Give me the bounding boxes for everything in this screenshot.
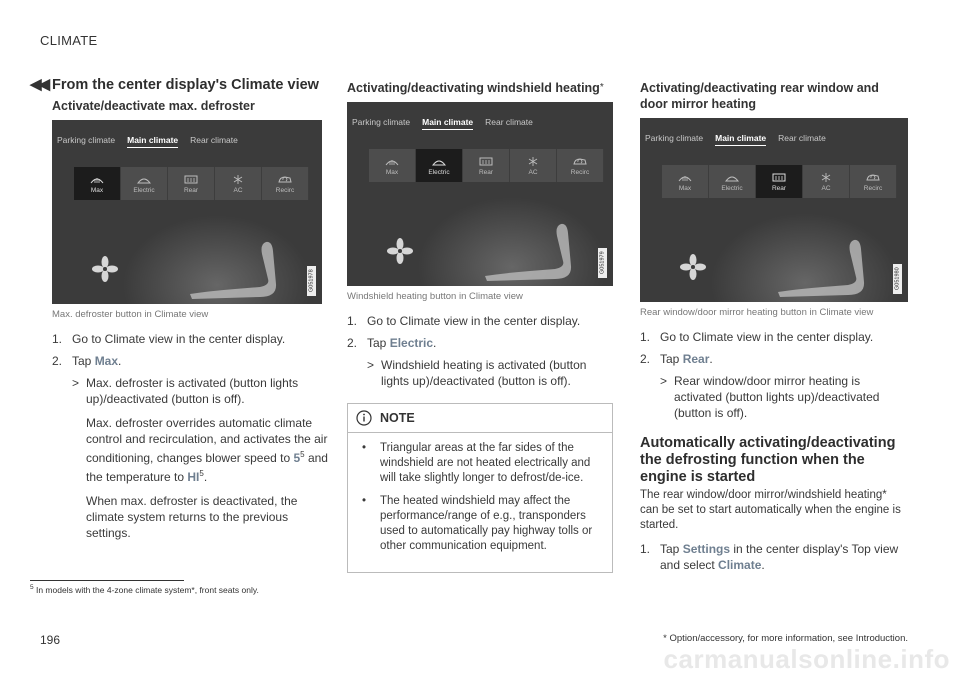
note-item: • The heated windshield may affect the performance/range of e.g., transponders used to automatically pay highway tolls or other communication equipment. bbox=[358, 494, 602, 554]
subsection-title: Activating/deactivating windshield heating* bbox=[347, 81, 604, 95]
recirc-icon bbox=[572, 156, 588, 167]
rear-icon bbox=[478, 156, 494, 167]
page-number: 196 bbox=[40, 633, 61, 647]
electric-button[interactable] bbox=[121, 167, 168, 200]
seat-icon bbox=[475, 221, 575, 281]
ac-button[interactable] bbox=[510, 149, 557, 182]
note-box bbox=[347, 403, 613, 573]
tab-parking-climate[interactable]: Parking climate bbox=[57, 135, 116, 145]
step-text: Go to Climate view in the center display. bbox=[660, 330, 874, 344]
result-text: Rear window/door mirror heating is activated (button lights up)/deactivated (button is off). bbox=[674, 374, 880, 420]
recirc-button[interactable] bbox=[557, 149, 604, 182]
step-number: 1. bbox=[640, 330, 651, 344]
rear-icon bbox=[183, 174, 199, 185]
ac-icon bbox=[230, 174, 246, 185]
speed-value: 5 bbox=[293, 451, 301, 465]
figure-caption: Windshield heating button in Climate view bbox=[347, 291, 523, 302]
result-marker: > bbox=[660, 374, 668, 388]
electric-icon bbox=[431, 156, 447, 167]
max-button[interactable] bbox=[74, 167, 121, 200]
ac-icon bbox=[525, 156, 541, 167]
step-result bbox=[52, 375, 330, 541]
footnote-rule bbox=[30, 580, 184, 581]
max-button[interactable] bbox=[662, 165, 709, 198]
climate-button-row bbox=[662, 165, 897, 198]
button-label: Recirc bbox=[275, 186, 295, 194]
note-title: NOTE bbox=[380, 411, 415, 425]
max-button[interactable] bbox=[369, 149, 416, 182]
electric-icon bbox=[724, 172, 740, 183]
seat-icon bbox=[180, 239, 280, 299]
max-icon bbox=[89, 174, 105, 185]
step-prefix: Tap bbox=[72, 354, 95, 368]
step-number: 2. bbox=[52, 354, 63, 368]
climate-screenshot bbox=[347, 102, 613, 286]
result-note: When max. defroster is deactivated, the climate system returns to the previous settings. bbox=[86, 494, 298, 540]
tab-rear-climate[interactable]: Rear climate bbox=[778, 133, 826, 143]
button-label: Max bbox=[678, 184, 692, 192]
button-label: Max bbox=[385, 168, 399, 176]
instruction-steps bbox=[347, 313, 613, 389]
footnote-ref: 5 bbox=[199, 469, 204, 478]
note-item: • Triangular areas at the far sides of the windshield are not heated electrically and will take slightly longer to defrost/de-ice. bbox=[358, 441, 602, 486]
ui-label-climate: Climate bbox=[718, 558, 762, 572]
footnote: $^5$ In models with the 4-zone climate system*, front seats only. bbox=[30, 584, 259, 595]
rear-button[interactable] bbox=[756, 165, 803, 198]
tab-parking-climate[interactable]: Parking climate bbox=[352, 117, 411, 127]
ui-label-electric: Electric bbox=[389, 336, 434, 350]
climate-tabs bbox=[645, 133, 826, 146]
back-chevron-icon[interactable]: ◀◀ bbox=[30, 76, 48, 93]
button-label: Rear bbox=[478, 168, 494, 176]
figure-caption: Rear window/door mirror heating button in Climate view bbox=[640, 307, 874, 318]
figure-code: G051980 bbox=[893, 264, 902, 294]
button-label: Recirc bbox=[863, 184, 883, 192]
auto-defrost-steps bbox=[640, 541, 908, 573]
step-result bbox=[347, 357, 613, 389]
electric-button[interactable] bbox=[416, 149, 463, 182]
ui-label-settings: Settings bbox=[682, 542, 731, 556]
tab-rear-climate[interactable]: Rear climate bbox=[190, 135, 238, 145]
step-number: 2. bbox=[640, 352, 651, 366]
info-icon bbox=[356, 410, 372, 426]
max-icon bbox=[384, 156, 400, 167]
step-2: 2. Tap Max. bbox=[52, 354, 122, 368]
temp-value: HI bbox=[187, 470, 200, 484]
electric-button[interactable] bbox=[709, 165, 756, 198]
climate-screenshot bbox=[640, 118, 908, 302]
max-icon bbox=[677, 172, 693, 183]
auto-defrost-paragraph: The rear window/door mirror/windshield heating* can be set to start automatically when the engine is started. bbox=[640, 489, 901, 531]
button-label: Rear bbox=[771, 184, 787, 192]
ui-label-max: Max bbox=[94, 354, 119, 368]
ac-button[interactable] bbox=[803, 165, 850, 198]
chapter-title: CLIMATE bbox=[40, 33, 98, 48]
figure-caption: Max. defroster button in Climate view bbox=[52, 309, 209, 320]
button-label: Max bbox=[90, 186, 104, 194]
climate-screenshot bbox=[52, 120, 322, 304]
step-2: 2. Tap Electric. bbox=[347, 336, 437, 350]
button-label: AC bbox=[821, 184, 831, 192]
seat-icon bbox=[768, 237, 868, 297]
footnote-ref: 5 bbox=[300, 450, 305, 459]
climate-button-row bbox=[369, 149, 604, 182]
tab-main-climate[interactable]: Main climate bbox=[127, 135, 178, 148]
option-note: * Option/accessory, for more information, see Introduction. bbox=[663, 633, 908, 644]
ac-button[interactable] bbox=[215, 167, 262, 200]
recirc-icon bbox=[277, 174, 293, 185]
column-rear-heating bbox=[640, 76, 908, 579]
figure-code: G051978 bbox=[307, 266, 316, 296]
climate-tabs bbox=[57, 135, 238, 148]
result-marker: > bbox=[72, 376, 80, 390]
watermark: carmanualsonline.info bbox=[663, 644, 950, 674]
rear-icon bbox=[771, 172, 787, 183]
climate-button-row bbox=[74, 167, 309, 200]
tab-main-climate[interactable]: Main climate bbox=[715, 133, 766, 146]
step-number: 2. bbox=[347, 336, 358, 350]
fan-icon[interactable] bbox=[387, 238, 413, 264]
button-label: Electric bbox=[721, 184, 743, 192]
auto-defrost-heading: Automatically activating/deactivating the defrosting function when the engine is started bbox=[640, 435, 896, 485]
step-text: Go to Climate view in the center display. bbox=[367, 314, 581, 328]
tab-rear-climate[interactable]: Rear climate bbox=[485, 117, 533, 127]
recirc-button[interactable] bbox=[850, 165, 897, 198]
section-title: From the center display's Climate view bbox=[52, 77, 319, 93]
result-text: Max. defroster is activated (button lights up)/deactivated (button is off). bbox=[86, 376, 299, 406]
button-label: Electric bbox=[428, 168, 450, 176]
fan-icon[interactable] bbox=[92, 256, 118, 282]
section-heading bbox=[30, 76, 330, 94]
recirc-icon bbox=[865, 172, 881, 183]
subsection-title: Activating/deactivating rear window and door mirror heating bbox=[640, 81, 879, 111]
step-number: 1. bbox=[347, 314, 358, 328]
instruction-steps bbox=[30, 331, 330, 541]
step-text: Go to Climate view in the center display. bbox=[72, 332, 286, 346]
button-label: AC bbox=[233, 186, 243, 194]
step-number: 1. bbox=[640, 542, 651, 556]
electric-icon bbox=[136, 174, 152, 185]
recirc-button[interactable] bbox=[262, 167, 309, 200]
step-1 bbox=[640, 329, 908, 345]
step-1 bbox=[52, 331, 330, 347]
figure-code: G051979 bbox=[598, 248, 607, 278]
step-1: 1. Tap Settings in the center display's Top view and select Climate. bbox=[640, 542, 899, 572]
ui-label-rear: Rear bbox=[682, 352, 710, 366]
subsection-title: Activate/deactivate max. defroster bbox=[52, 99, 255, 113]
step-2: 2. Tap Rear. bbox=[640, 352, 713, 366]
note-list bbox=[348, 433, 612, 572]
button-label: AC bbox=[528, 168, 538, 176]
button-label: Electric bbox=[133, 186, 155, 194]
ac-icon bbox=[818, 172, 834, 183]
tab-main-climate[interactable]: Main climate bbox=[422, 117, 473, 130]
step-result bbox=[640, 373, 908, 421]
rear-button[interactable] bbox=[463, 149, 510, 182]
tab-parking-climate[interactable]: Parking climate bbox=[645, 133, 704, 143]
result-marker: > bbox=[367, 358, 375, 372]
note-header bbox=[348, 404, 612, 433]
step-1 bbox=[347, 313, 613, 329]
result-text: Windshield heating is activated (button lights up)/deactivated (button is off). bbox=[381, 358, 587, 388]
button-label: Recirc bbox=[570, 168, 590, 176]
step-number: 1. bbox=[52, 332, 63, 346]
rear-button[interactable] bbox=[168, 167, 215, 200]
column-max-defroster bbox=[30, 76, 330, 549]
result-detail: Max. defroster overrides automatic climate control and recirculation, and activates the air conditioning, changes blower speed to $5^5$ and the temperature to $HI^5$. bbox=[86, 416, 328, 484]
instruction-steps bbox=[640, 329, 908, 421]
button-label: Rear bbox=[183, 186, 199, 194]
climate-tabs bbox=[352, 117, 533, 130]
column-windshield-heating bbox=[347, 76, 613, 573]
fan-icon[interactable] bbox=[680, 254, 706, 280]
